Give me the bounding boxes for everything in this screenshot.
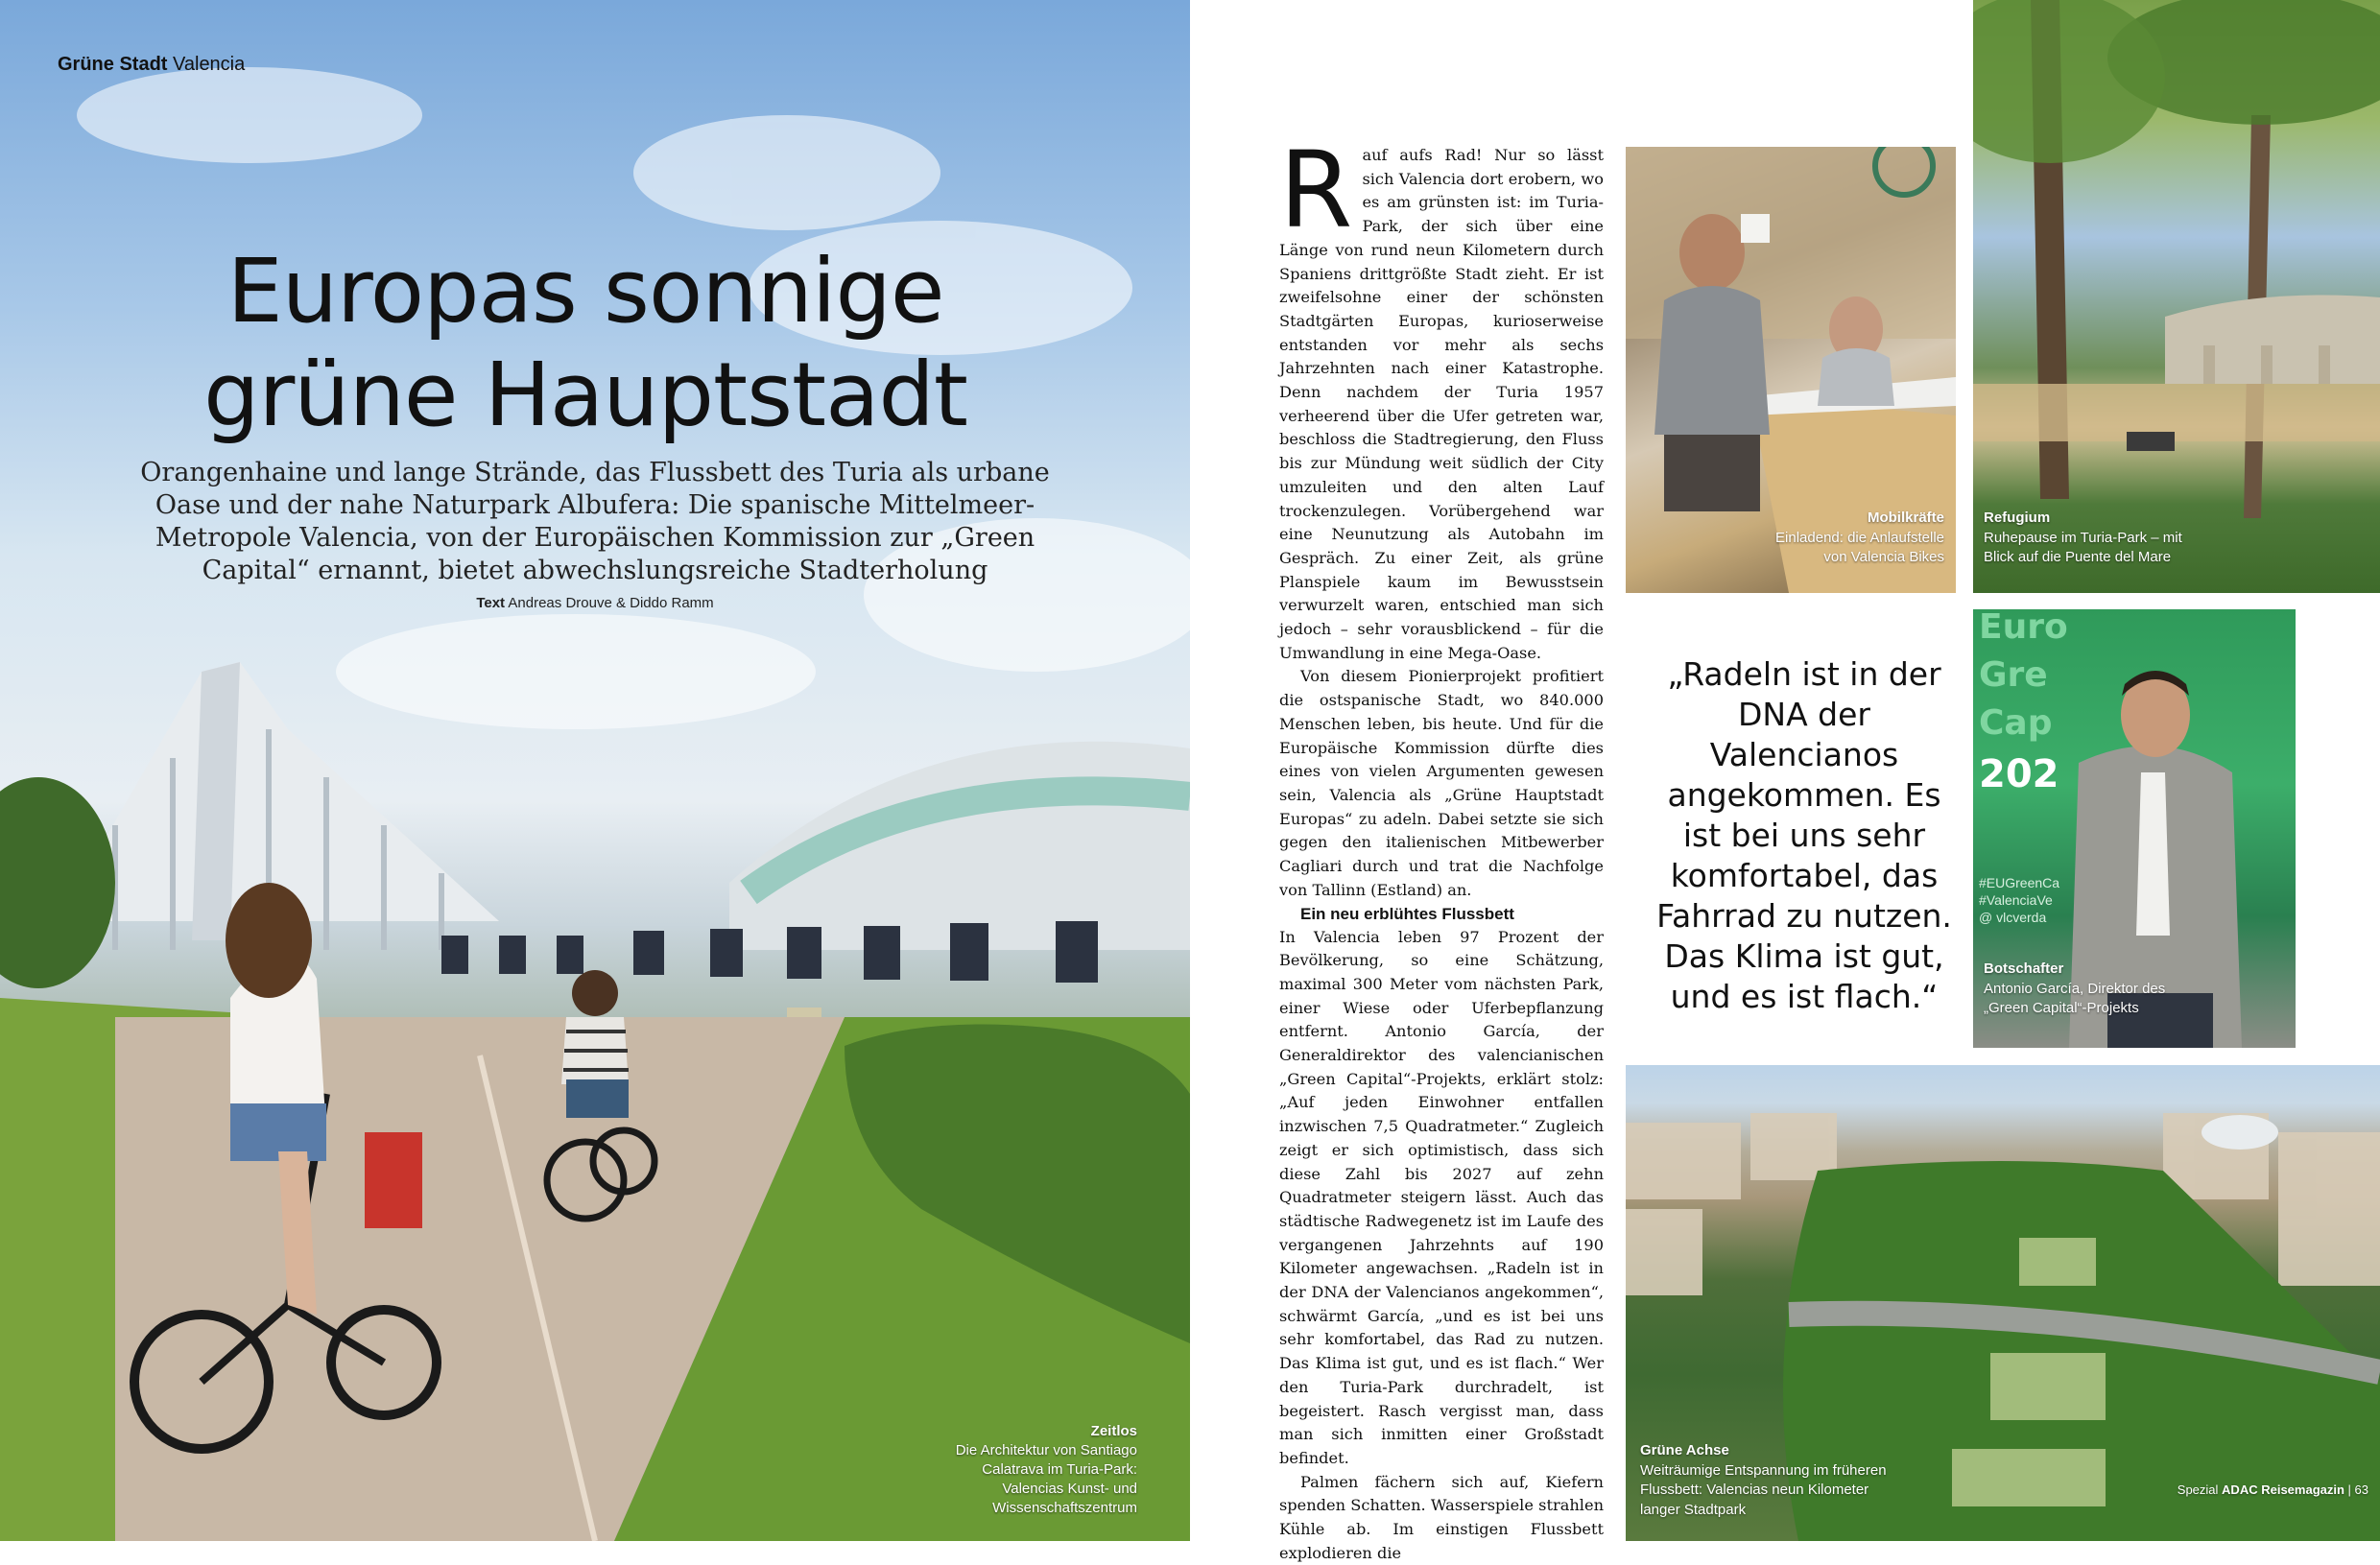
caption-zeitlos-title: Zeitlos — [1090, 1423, 1137, 1439]
section-city: Valencia — [173, 54, 246, 75]
article-body — [1279, 129, 1604, 1565]
paragraph-1 — [1279, 129, 1604, 665]
byline — [115, 595, 1075, 611]
intro-text: Orangenhaine und lange Strände, das Flussbett des Turia als urbane Oase und der nahe Naturpark Albufera: Die spanische Mittelmeer-Metropole Valencia, von der Europäischen Kommission zur „Green Capital“ ernannt, bietet abwechslungsreiche Stadterholung — [140, 458, 1050, 585]
tree — [0, 777, 115, 988]
wall-text-4: 202 — [1979, 752, 2059, 796]
wall-tag-2: #ValenciaVe — [1979, 892, 2053, 908]
caption-botschafter-text: Antonio García, Direktor des „Green Capital“-Projekts — [1984, 980, 2166, 1016]
wall-tag-3: @ vlcverda — [1979, 910, 2047, 925]
caption-refugium-text: Ruhepause im Turia-Park – mit Blick auf die Puente del Mare — [1984, 529, 2182, 565]
wall-text-1: Euro — [1979, 609, 2068, 647]
caption-zeitlos — [921, 1422, 1137, 1518]
paragraph-3: In Valencia leben 97 Prozent der Bevölkerung, so eine Schätzung, maximal 300 Meter vom nächsten Park, einer Wiese oder Uferbepflanzung entfernt. Antonio García, der Generaldirektor des valencianischen „Green Capital“-Projekts, erklärt stolz: „Auf jeden Einwohner entfallen inzwischen 7,5 Quadratmeter.“ Zugleich zeigt er sich optimistisch, dass sich diese Zahl bis 2027 auf zehn Quadratmeter steigern lässt. Auch das städtische Radwegenetz ist im Laufe des vergangenen Jahrzehnts auf 190 Kilometer angewachsen. „Radeln ist in der DNA der Valencianos angekommen“, schwärmt García, „und es ist bei uns sehr komfortabel, das Rad zu nutzen. Das Klima ist gut, und es ist flach.“ Wer den Turia-Park durchradelt, ist begeistert. Rasch vergisst man, dass man sich inmitten einer Großstadt befindet. — [1279, 927, 1604, 1467]
headline-line-1: Europas sonnige — [226, 240, 944, 343]
section-label — [58, 54, 245, 76]
caption-achse-title: Grüne Achse — [1640, 1442, 1729, 1458]
headline-line-2: grüne Hauptstadt — [203, 344, 967, 446]
caption-mobil-text: Einladend: die Anlaufstelle von Valencia Bikes — [1775, 529, 1944, 565]
wall-tag-1: #EUGreenCa — [1979, 875, 2060, 890]
caption-achse — [1640, 1441, 1890, 1520]
section-bold: Grüne Stadt — [58, 54, 168, 75]
photo-refugium — [1973, 0, 2380, 593]
red-bag — [365, 1132, 422, 1228]
wall-text-3: Cap — [1979, 703, 2053, 743]
caption-mobil-title: Mobilkräfte — [1867, 510, 1944, 526]
refugium-illustration — [1973, 0, 2380, 593]
folio-page: | 63 — [2347, 1482, 2368, 1497]
hero-illustration — [0, 0, 1190, 1541]
caption-zeitlos-text: Die Architektur von Santiago Calatrava im Turia-Park: Valencias Kunst- und Wissenschaftszentrum — [955, 1442, 1137, 1516]
byline-label: Text — [476, 595, 506, 611]
city-of-arts-distant — [2202, 1115, 2278, 1150]
page-folio — [2102, 1482, 2368, 1497]
byline-authors: Andreas Drouve & Diddo Ramm — [508, 595, 714, 611]
caption-mobil — [1775, 509, 1944, 568]
caption-botschafter-title: Botschafter — [1984, 960, 2064, 977]
caption-refugium-title: Refugium — [1984, 510, 2051, 526]
caption-botschafter — [1984, 960, 2176, 1019]
hero-photo — [0, 0, 1190, 1541]
drop-cap: R — [1279, 129, 1353, 251]
paragraph-2: Von diesem Pionierprojekt profitiert die ostspanische Stadt, wo 840.000 Menschen leben, bis heute. Und für die Europäische Kommission dürfte dies eines von vielen Argumenten gewesen sein, Valencia als „Grüne Hauptstadt Europas“ zu adeln. Dabei setzte sie sich gegen den italienischen Mitbewerber Cagliari durch und trat die Nachfolge von Tallinn (Estland) an. — [1279, 667, 1604, 899]
pull-quote: „Radeln ist in der DNA der Valencianos angekommen. Es ist bei uns sehr komfortabel, das Fahrrad zu nutzen. Das Klima ist gut, und es ist flach.“ — [1656, 655, 1952, 1015]
page-title — [115, 240, 1056, 447]
paragraph-1-text: auf aufs Rad! Nur so lässt sich Valencia dort erobern, wo es am grünsten ist: im Turia-Park, der sich über eine Länge von rund neun Kilometern durch Spaniens drittgrößte Stadt zieht. Er ist zweifelsohne einer der schönsten Stadtgärten Europas, kurioserweise entstanden vor mehr als sechs Jahrzehnten nach einer Katastrophe. Denn nachdem der Turia 1957 verheerend über die Ufer getreten war, beschloss die Stadtregierung, den Fluss bis zur Mündung weit südlich der City umzuleiten und den alten Lauf trockenzulegen. Vorübergehend war eine Neunutzung als Autobahn im Gespräch. Zu einer Zeit, als grüne Planspiele kaum im Bewusstsein verwurzelt waren, entschied man sich jedoch – sehr vorausblickend – für die Umwandlung in eine Mega-Oase. — [1279, 146, 1604, 662]
folio-magazine: ADAC Reisemagazin — [2222, 1482, 2344, 1497]
caption-refugium — [1984, 509, 2195, 568]
folio-prefix: Spezial — [2177, 1482, 2219, 1497]
wall-text-2: Gre — [1979, 655, 2048, 695]
caption-achse-text: Weiträumige Entspannung im früheren Flussbett: Valencias neun Kilometer langer Stadtpark — [1640, 1461, 1887, 1518]
paragraph-4: Palmen fächern sich auf, Kiefern spenden Schatten. Wasserspiele strahlen Kühle ab. Im einstigen Flussbett explodieren die — [1279, 1472, 1604, 1562]
subheading: Ein neu erblühtes Flussbett — [1300, 904, 1514, 923]
